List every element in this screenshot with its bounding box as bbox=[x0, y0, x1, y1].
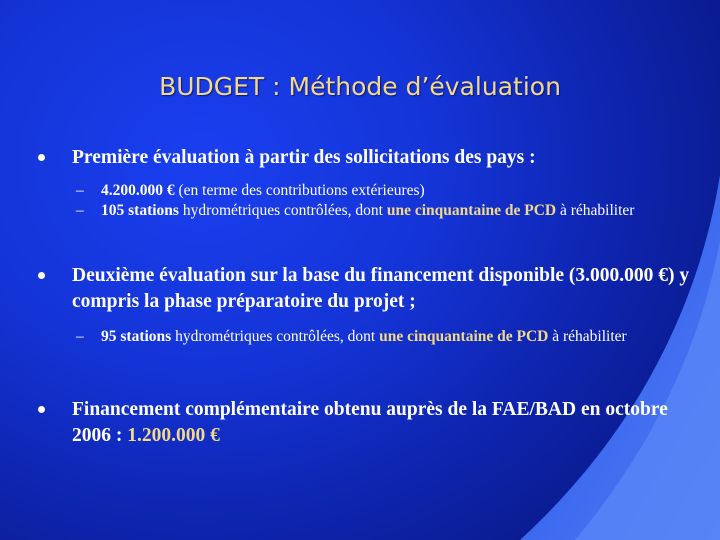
bullet-dot bbox=[38, 272, 45, 279]
bullet-1 bbox=[38, 145, 698, 171]
bullet-3 bbox=[38, 397, 698, 449]
bullet-2 bbox=[38, 263, 698, 315]
dash-marker: – bbox=[76, 328, 84, 345]
funding-amount: 1.200.000 € bbox=[127, 425, 220, 446]
bullet-3-text: Financement complémentaire obtenu auprès de la FAE/BAD en octobre 2006 : bbox=[72, 399, 668, 446]
sub-item-2a-middle: hydrométriques contrôlées, dont bbox=[171, 328, 380, 345]
bullet-2-text: Deuxième évaluation sur la base du financement disponible (3.000.000 €) y compris la phase préparatoire du projet ; bbox=[72, 265, 690, 312]
bullet-1-text: Première évaluation à partir des sollicitations des pays : bbox=[72, 147, 536, 168]
sub-item-1b-end: à réhabiliter bbox=[556, 202, 635, 219]
slide-content bbox=[38, 145, 698, 449]
dash-marker: – bbox=[76, 202, 84, 219]
dash-marker: – bbox=[76, 182, 84, 199]
station-count: 95 stations bbox=[101, 328, 172, 345]
slide-title: BUDGET : Méthode d’évaluation bbox=[159, 72, 561, 101]
sub-item-1a bbox=[38, 181, 698, 201]
sub-item-1b bbox=[38, 201, 698, 221]
pcd-highlight: une cinquantaine de PCD bbox=[386, 202, 557, 219]
sub-item-1a-text: (en terme des contributions extérieures) bbox=[174, 182, 425, 199]
pcd-highlight: une cinquantaine de PCD bbox=[379, 328, 549, 345]
sub-item-2a-end: à réhabiliter bbox=[548, 328, 627, 345]
bullet-dot bbox=[38, 154, 45, 161]
bullet-dot bbox=[38, 406, 45, 413]
budget-amount: 4.200.000 € bbox=[101, 182, 175, 199]
sub-item-1b-middle: hydrométriques contrôlées, dont bbox=[178, 202, 387, 219]
station-count: 105 stations bbox=[101, 202, 179, 219]
sub-item-2a bbox=[38, 327, 698, 347]
